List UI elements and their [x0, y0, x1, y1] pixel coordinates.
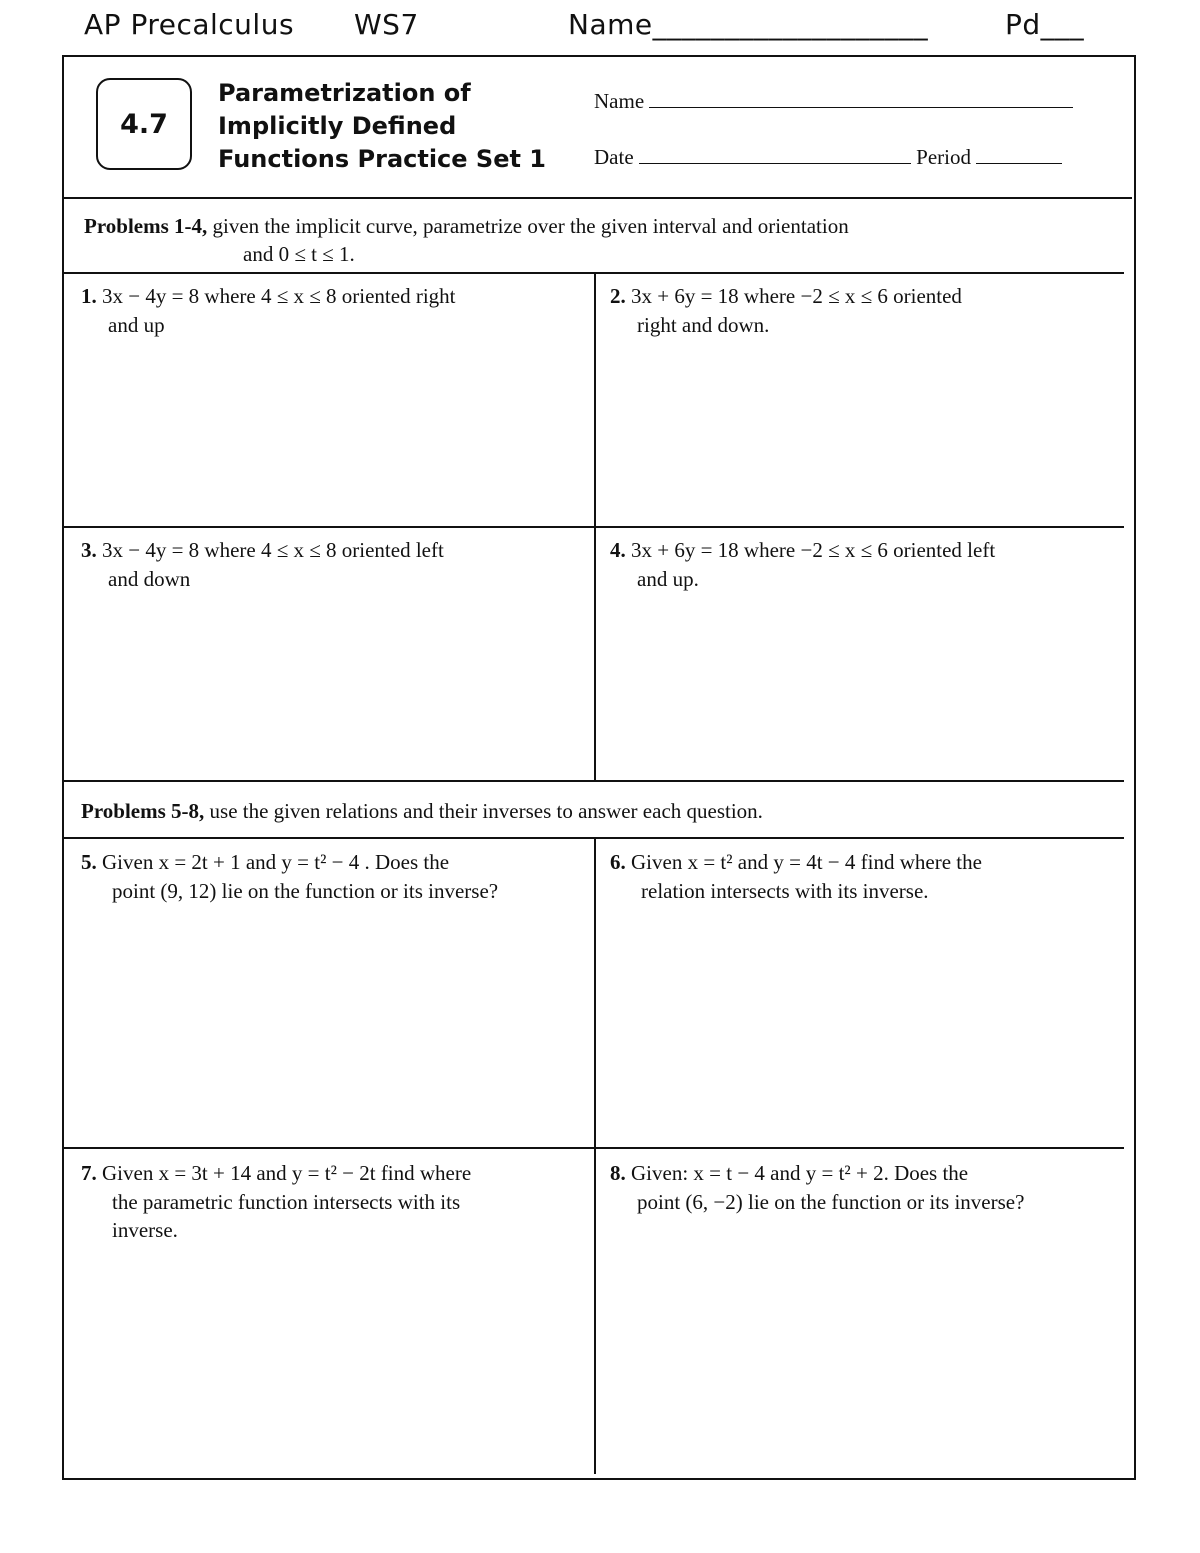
problem-text-line2: and up [108, 312, 165, 337]
worksheet-id: WS7 [354, 8, 419, 41]
column-divider-top [594, 273, 596, 781]
problem-number: 7. [81, 1161, 97, 1185]
problem-text-line2: and down [108, 566, 191, 591]
problem-number: 2. [610, 284, 626, 308]
header-divider [64, 197, 1132, 199]
problem-3 [81, 536, 444, 593]
problem-text-line1: Given x = 3t + 14 and y = t² − 2t find where [102, 1161, 472, 1185]
problem-1 [81, 282, 456, 339]
instructions-problems-1-4 [84, 212, 849, 268]
problem-text-line1: Given: x = t − 4 and y = t² + 2. Does the [631, 1161, 969, 1185]
problem-text-line1: 3x + 6y = 18 where −2 ≤ x ≤ 6 oriented [631, 284, 962, 308]
period-field-label: Period [916, 145, 971, 169]
problem-number: 6. [610, 850, 626, 874]
section-title [218, 77, 546, 176]
problem-text-line2: and up. [637, 566, 699, 591]
problem-number: 8. [610, 1161, 626, 1185]
instructions-1-label: Problems 1-4, [84, 214, 208, 238]
problem-text-line1: 3x − 4y = 8 where 4 ≤ x ≤ 8 oriented right [102, 284, 456, 308]
student-name-line[interactable]: Name___________________ [568, 8, 929, 41]
problem-text-line1: 3x − 4y = 8 where 4 ≤ x ≤ 8 oriented left [102, 538, 444, 562]
problem-text-line2: right and down. [637, 312, 770, 337]
period-line[interactable]: Pd___ [1005, 8, 1085, 41]
worksheet-frame [62, 55, 1136, 1480]
instructions-1-text: given the implicit curve, parametrize over the given interval and orientation [207, 214, 849, 238]
course-title: AP Precalculus [84, 8, 295, 41]
instructions-problems-5-8 [81, 797, 763, 825]
problem-4 [610, 536, 995, 593]
section-number-badge: 4.7 [96, 78, 192, 170]
problem-number: 4. [610, 538, 626, 562]
problem-text-line1: Given x = t² and y = 4t − 4 find where the [631, 850, 982, 874]
section-title-line2: Implicitly Defined [218, 112, 457, 140]
problem-text-line1: 3x + 6y = 18 where −2 ≤ x ≤ 6 oriented left [631, 538, 996, 562]
column-divider-bottom [594, 838, 596, 1474]
problem-text-line2: point (9, 12) lie on the function or its inverse? [112, 878, 499, 903]
problem-7 [81, 1159, 471, 1245]
name-field-label: Name [594, 89, 645, 113]
instructions-1-line2: and 0 ≤ t ≤ 1. [243, 242, 355, 266]
period-blank[interactable] [976, 147, 1062, 164]
problem-8 [610, 1159, 1024, 1216]
date-field-label: Date [594, 145, 634, 169]
section-title-line3: Functions Practice Set 1 [218, 145, 547, 173]
section-title-line1: Parametrization of [218, 79, 471, 107]
date-blank[interactable] [639, 147, 911, 164]
problem-number: 1. [81, 284, 97, 308]
problem-text-line1: Given x = 2t + 1 and y = t² − 4 . Does the [102, 850, 450, 874]
problem-text-line2: point (6, −2) lie on the function or its inverse? [637, 1189, 1025, 1214]
problem-number: 5. [81, 850, 97, 874]
problem-text-line2: the parametric function intersects with its [112, 1189, 461, 1214]
name-blank[interactable] [649, 91, 1073, 108]
problem-number: 3. [81, 538, 97, 562]
problem-5 [81, 848, 498, 905]
instructions-2-text: use the given relations and their inverses to answer each question. [204, 799, 763, 823]
problem-2 [610, 282, 962, 339]
problem-6 [610, 848, 982, 905]
name-field[interactable] [594, 89, 1073, 114]
problem-text-line2: relation intersects with its inverse. [641, 878, 929, 903]
problem-text-line3: inverse. [112, 1218, 178, 1242]
date-field[interactable] [594, 145, 1062, 170]
instructions-2-label: Problems 5-8, [81, 799, 205, 823]
